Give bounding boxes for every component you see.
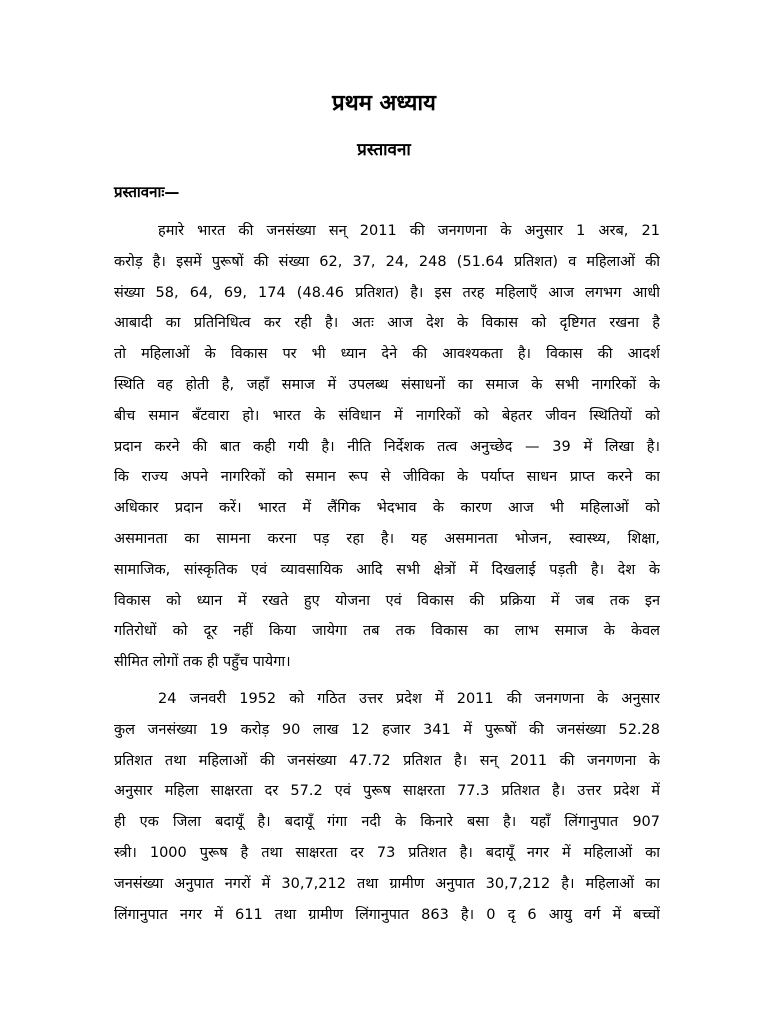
text-line: अधिकार प्रदान करें। भारत में लैंगिक भेदभाव के कारण आज भी महिलाओं को	[114, 500, 660, 517]
text-line: स्थिति वह होती है, जहाँ समाज में उपलब्ध संसाधनों का समाज के सभी नागरिकों के	[114, 376, 660, 393]
paragraph-population	[114, 216, 660, 678]
text-line: तो महिलाओं के विकास पर भी ध्यान देने की आवश्यकता है। विकास की आदर्श	[114, 346, 660, 363]
sub-heading: प्रस्तावनाः—	[114, 183, 180, 201]
text-line: स्त्री। 1000 पुरूष है तथा साक्षरता दर 73 प्रतिशत है। बदायूँ नगर में महिलाओं का	[114, 844, 660, 861]
text-line: हमारे भारत की जनसंख्या सन् 2011 की जनगणना के अनुसार 1 अरब, 21	[158, 223, 660, 239]
text-line: ही एक जिला बदायूँ है। बदायूँ गंगा नदी के किनारे बसा है। यहाँ लिंगानुपात 907	[114, 814, 660, 831]
text-line: प्रदान करने की बात कही गयी है। नीति निर्देशक तत्व अनुच्छेद — 39 में लिखा है।	[114, 438, 660, 455]
text-line: प्रतिशत तथा महिलाओं की जनसंख्या 47.72 प्रतिशत है। सन् 2011 की जनगणना के	[114, 752, 660, 769]
text-line: 24 जनवरी 1952 को गठित उत्तर प्रदेश में 2011 की जनगणना के अनुसार	[158, 691, 660, 707]
text-line: सीमित लोगों तक ही पहुँच पायेगा।	[114, 654, 291, 671]
text-line: सामाजिक, सांस्कृतिक एवं व्यावसायिक आदि सभी क्षेत्रों में दिखलाई पड़ती है। देश के	[114, 561, 660, 578]
text-line: आबादी का प्रतिनिधित्व कर रही है। अतः आज देश के विकास को दृष्टिगत रखना है	[114, 315, 660, 332]
section-title: प्रस्तावना	[357, 140, 411, 160]
text-line: संख्या 58, 64, 69, 174 (48.46 प्रतिशत) है। इस तरह महिलाएँ आज लगभग आधी	[114, 284, 660, 301]
text-line: करोड़ है। इसमें पुरूषों की संख्या 62, 37, 24, 248 (51.64 प्रतिशत) व महिलाओं की	[114, 253, 660, 270]
text-line: अनुसार महिला साक्षरता दर 57.2 एवं पुरूष साक्षरता 77.3 प्रतिशत है। उत्तर प्रदेश में	[114, 783, 660, 800]
chapter-title: प्रथम अध्याय	[332, 91, 436, 116]
text-line: गतिरोधों को दूर नहीं किया जायेगा तब तक विकास का लाभ समाज के केवल	[114, 623, 660, 640]
text-line: बीच समान बँटवारा हो। भारत के संविधान में नागरिकों को बेहतर जीवन स्थितियों को	[114, 407, 660, 424]
text-line: कुल जनसंख्या 19 करोड़ 90 लाख 12 हजार 341 में पुरूषों की जनसंख्या 52.28	[114, 721, 660, 738]
paragraph-uttar-pradesh	[114, 684, 660, 930]
text-line: विकास को ध्यान में रखते हुए योजना एवं विकास की प्रक्रिया में जब तक इन	[114, 592, 660, 609]
text-line: जनसंख्या अनुपात नगरों में 30,7,212 तथा ग्रामीण अनुपात 30,7,212 है। महिलाओं का	[114, 875, 660, 892]
text-line: कि राज्य अपने नागरिकों को समान रूप से जीविका के पर्याप्त साधन प्राप्त करने का	[114, 469, 660, 486]
text-line: लिंगानुपात नगर में 611 तथा ग्रामीण लिंगानुपात 863 है। 0 दृ 6 आयु वर्ग में बच्चों	[114, 906, 660, 923]
text-line: असमानता का सामना करना पड़ रहा है। यह असमानता भोजन, स्वास्थ्य, शिक्षा,	[114, 530, 660, 547]
